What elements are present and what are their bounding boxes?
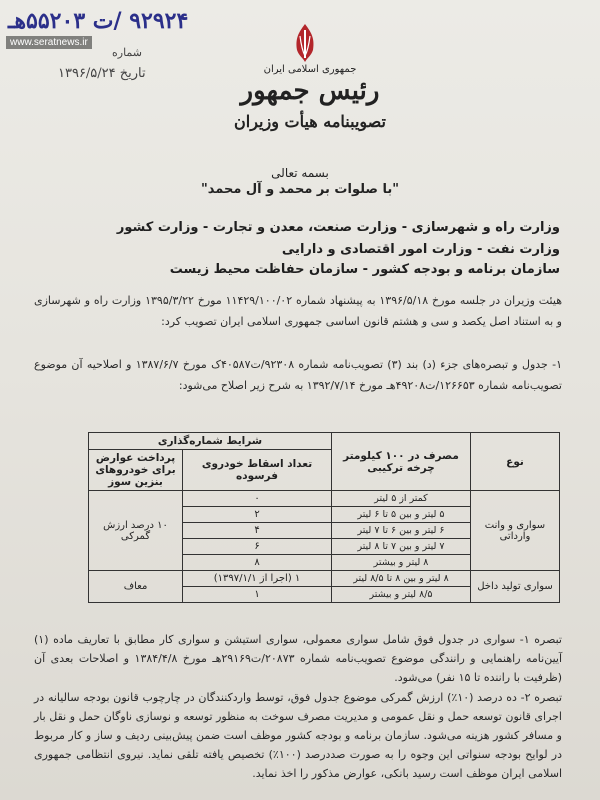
- table-header: شرایط شماره‌گذاری: [89, 433, 332, 450]
- document-subtitle: تصویبنامه هیأت وزیران: [234, 112, 386, 131]
- office-title: رئیس جمهور: [240, 76, 380, 106]
- table-cell: ۸ لیتر و بین ۸ تا ۸/۵ لیتر: [332, 571, 471, 587]
- table-header: نوع: [471, 433, 560, 491]
- table-cell: سواری و وانت وارداتی: [471, 491, 560, 571]
- invocation-salawat: "با صلوات بر محمد و آل محمد": [200, 182, 400, 197]
- table-header-row: [89, 433, 560, 450]
- recipient-line: وزارت راه و شهرسازی - وزارت صنعت، معدن و تجارت - وزارت کشور: [116, 220, 560, 235]
- table-cell: معاف: [89, 571, 183, 603]
- table-cell: ۴: [183, 523, 332, 539]
- margin-mark: [2, 690, 12, 780]
- table-cell: ۸ لیتر و بیشتر: [332, 555, 471, 571]
- table-cell: ۵ لیتر و بین ۵ تا ۶ لیتر: [332, 507, 471, 523]
- table-cell: ۱: [183, 587, 332, 603]
- note-paragraph: تبصره ۱- سواری در جدول فوق شامل سواری معمولی، سواری استیشن و سواری کار مطابق با تعاریف ماده (۱) آیین‌نامه راهنمایی و رانندگی موضوع تصویب‌نامه شماره ۲۰۸۷۳/ت۲۹۱۶۹هـ مورخ ۱۳۸۴/۴/۸ و اصلاحات بعدی آن (ظرفیت با راننده تا ۱۵ نفر) می‌شود.: [34, 633, 563, 684]
- table-cell: ۱۰ درصد ارزش گمرکی: [89, 491, 183, 571]
- country-name: جمهوری اسلامی ایران: [263, 64, 357, 75]
- table-cell: کمتر از ۵ لیتر: [332, 491, 471, 507]
- registration-conditions-table: [88, 432, 560, 603]
- body-paragraph: هیئت وزیران در جلسه مورخ ۱۳۹۶/۵/۱۸ به پیشنهاد شماره ۱۱۴۲۹/۱۰۰/۰۲ مورخ ۱۳۹۵/۳/۲۲ وزارت راه و شهرسازی و به استناد اصل یکصد و سی و هشتم قانون اساسی جمهوری اسلامی ایران تصویب کرد:: [34, 294, 562, 328]
- table-cell: سواری تولید داخل: [471, 571, 560, 603]
- recipient-line: وزارت نفت - وزارت امور اقتصادی و دارایی: [281, 242, 560, 257]
- invocation-bismillah: بسمه تعالی: [271, 166, 329, 180]
- emblem-icon: [285, 22, 325, 64]
- table-cell: ۸: [183, 555, 332, 571]
- number-label: شماره: [112, 46, 143, 59]
- table-row: [89, 491, 560, 507]
- table-cell: ۸/۵ لیتر و بیشتر: [332, 587, 471, 603]
- table-cell: ۶ لیتر و بین ۶ تا ۷ لیتر: [332, 523, 471, 539]
- table-cell: ۷ لیتر و بین ۷ تا ۸ لیتر: [332, 539, 471, 555]
- table-cell: ۱ (اجرا از ۱۳۹۷/۱/۱): [183, 571, 332, 587]
- watermark: www.seratnews.ir: [6, 36, 92, 49]
- registration-number: ۹۲۹۲۴ /ت ۵۵۲۰۳هـ: [8, 8, 189, 34]
- document-date: تاریخ ۱۳۹۶/۵/۲۴: [58, 66, 146, 81]
- table-header: تعداد اسقاط خودروی فرسوده: [183, 450, 332, 491]
- table-cell: ۰: [183, 491, 332, 507]
- body-paragraph: ۱- جدول و تبصره‌های جزء (د) بند (۳) تصویب‌نامه شماره ۹۲۳۰۸/ت۴۰۵۸۷ک مورخ ۱۳۸۷/۶/۷ و اصلاحیه آن موضوع تصویب‌نامه شماره ۱۲۶۶۵۳/ت۴۹۲۰۸هـ مورخ ۱۳۹۲/۷/۱۴ به شرح زیر اصلاح می‌شود:: [34, 358, 562, 392]
- table-row: [89, 571, 560, 587]
- note-paragraph: تبصره ۲- ده درصد (۱۰٪) ارزش گمرکی موضوع جدول فوق، توسط واردکنندگان در چارچوب قانون بودجه سالیانه در اجرای قانون توسعه حمل و نقل عمومی و مدیریت مصرف سوخت به منظور توسعه و نوسازی ناوگان حمل و نقل بار و مسافر کشور هزینه می‌شود. سازمان برنامه و بودجه کشور موظف است ضمن پیش‌بینی ردیف و ساز و کار مربوط در لوایح بودجه سنواتی این وجوه را به صورت صددرصد (۱۰۰٪) تخصیص یافته تلقی نماید. نیروی انتظامی جمهوری اسلامی ایران موظف است رسید بانکی، عوارض مذکور را اخذ نماید.: [34, 691, 562, 780]
- recipient-line: سازمان برنامه و بودجه کشور - سازمان حفاظت محیط زیست: [169, 262, 560, 277]
- table-cell: ۲: [183, 507, 332, 523]
- table-cell: ۶: [183, 539, 332, 555]
- table-header: پرداخت عوارض برای خودروهای بنزین سوز: [89, 450, 183, 491]
- table-header: مصرف در ۱۰۰ کیلومتر چرخه ترکیبی: [332, 433, 471, 491]
